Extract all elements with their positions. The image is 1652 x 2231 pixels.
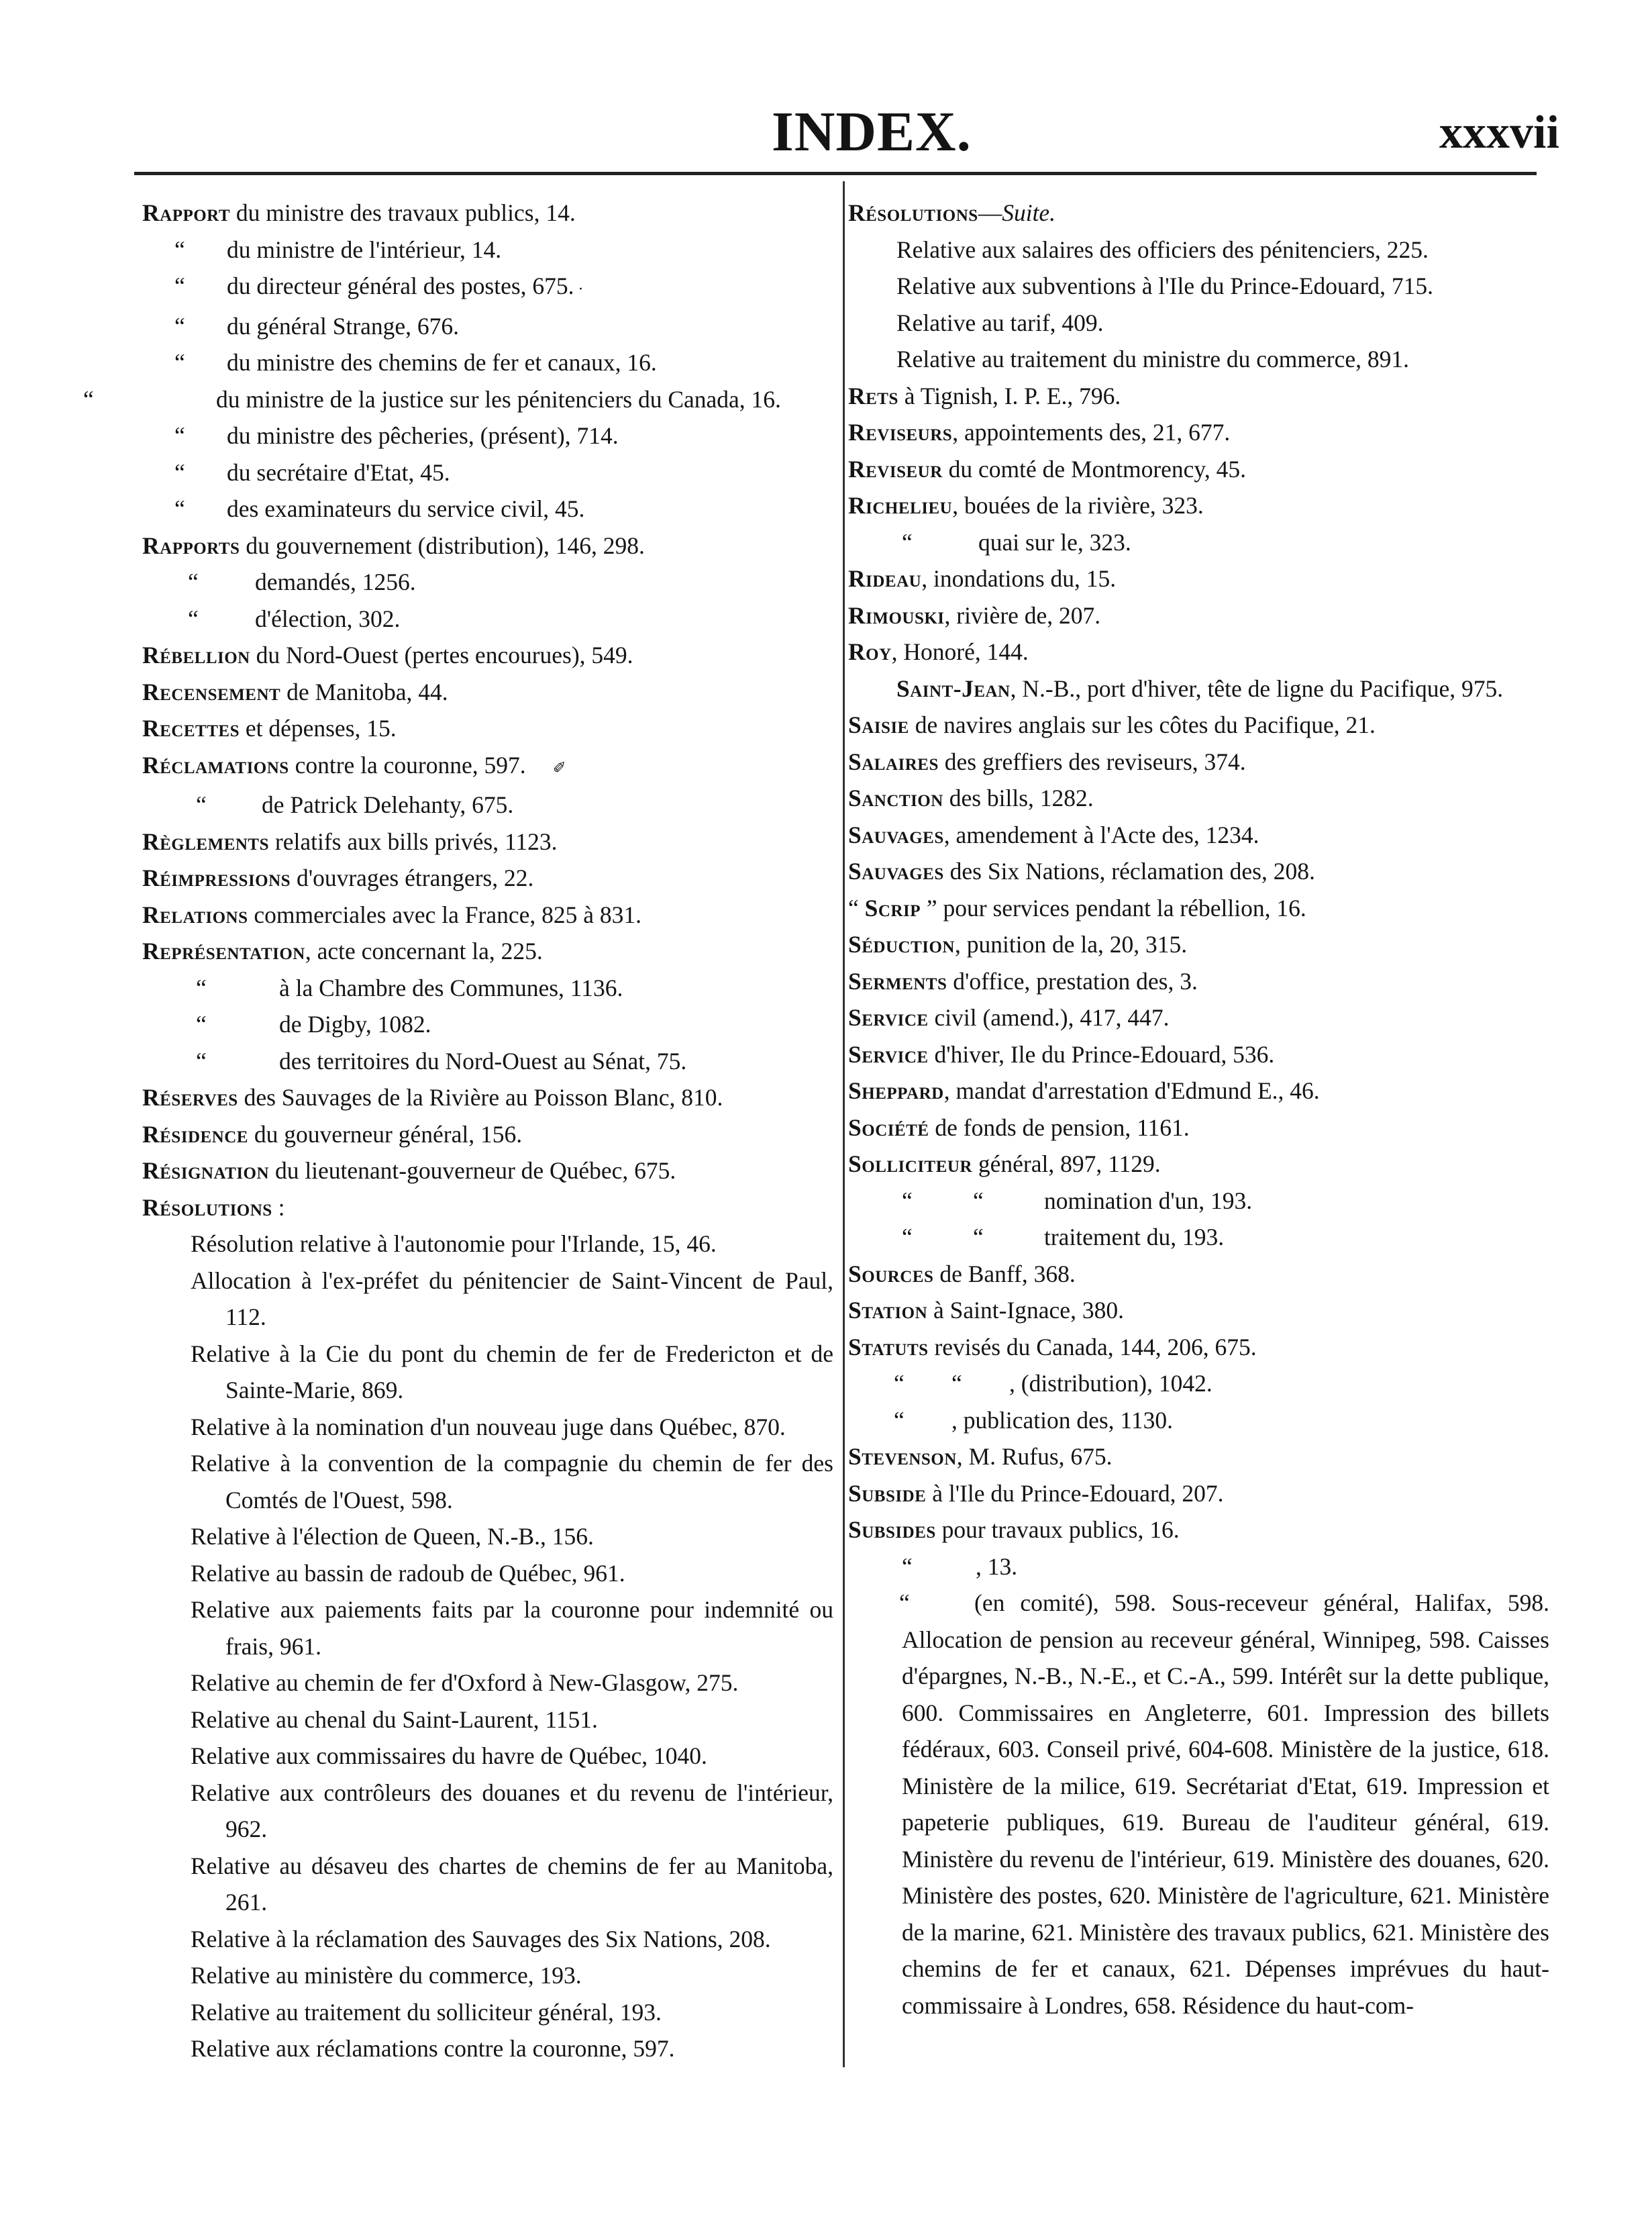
index-entry: Salaires des greffiers des reviseurs, 374. [848,748,1246,775]
index-entry: Rébellion du Nord-Ouest (pertes encourues), 549. [142,642,633,668]
index-entry: Saint-Jean, N.-B., port d'hiver, tête de ligne du Pacifique, 975. [896,675,1504,702]
index-subentry: “ du directeur général des postes, 675. · [174,272,584,299]
resolution-item: Relative à la convention de la compagnie du chemin de fer des Comtés de l'Ouest, 598. [191,1450,833,1514]
resolution-item: Relative à la réclamation des Sauvages des Six Nations, 208. [191,1925,771,1952]
resolution-item: Relative au chemin de fer d'Oxford à New-Glasgow, 275. [191,1669,739,1696]
index-subentry: “ des examinateurs du service civil, 45. [174,495,585,522]
index-entry: Reviseurs, appointements des, 21, 677. [848,419,1231,446]
resolution-item: Relative à la Cie du pont du chemin de fer de Fredericton et de Sainte-Marie, 869. [191,1340,833,1403]
index-entry: Recensement de Manitoba, 44. [142,678,448,705]
index-entry: Sauvages des Six Nations, réclamation des, 208. [848,858,1315,885]
index-entry: Reviseur du comté de Montmorency, 45. [848,455,1246,483]
resolution-item: Relative au désaveu des chartes de chemins de fer au Manitoba, 261. [191,1852,833,1916]
resolution-item: Résolution relative à l'autonomie pour l'Irlande, 15, 46. [191,1230,717,1257]
index-entry: Subside à l'Ile du Prince-Edouard, 207. [848,1479,1224,1507]
resolution-item: Relative au ministère du commerce, 193. [191,1962,582,1989]
index-entry: Résolutions : [142,1193,285,1221]
index-subentry: “ “ nomination d'un, 193. [902,1187,1253,1214]
index-subentry: “ à la Chambre des Communes, 1136. [196,974,623,1001]
left-column [83,195,833,2067]
index-entry: Sheppard, mandat d'arrestation d'Edmund E., 46. [848,1077,1320,1104]
index-subentry: “ (en comité), 598. Sous-receveur général, Halifax, 598. Allocation de pension au receveur général, Winnipeg, 598. Caisses d'épargnes, N.-B., N.-E., et C.-A., 599. Intérêt sur la dette publique, 600. Commissaires en Angleterre, 601. Impression des billets fédéraux, 603. Conseil privé, 604-608. Ministère de la justice, 618. Ministère de la milice, 619. Secrétariat d'Etat, 619. Impression et papeterie publiques, 619. Bureau de l'auditeur général, 619. Ministère du revenu de l'intérieur, 619. Ministère des douanes, 620. Ministère des postes, 620. Ministère de l'agriculture, 621. Ministère de la marine, 621. Ministère des travaux publics, 621. Ministère des chemins de fer et canaux, 621. Dépenses imprévues du haut-commissaire à Londres, 658. Résidence du haut-com- [899,1589,1549,2019]
index-entry: Société de fonds de pension, 1161. [848,1113,1190,1141]
resolution-item: Relative aux salaires des officiers des pénitenciers, 225. [896,236,1429,263]
index-entry: Rideau, inondations du, 15. [848,565,1117,592]
index-subentry: “ quai sur le, 323. [902,528,1131,556]
index-entry: Service d'hiver, Ile du Prince-Edouard, 536. [848,1040,1275,1068]
resolution-item: Relative au tarif, 409. [896,309,1104,336]
index-entry: Solliciteur général, 897, 1129. [848,1150,1161,1177]
resolution-item: Relative au traitement du solliciteur général, 193. [191,1998,662,2026]
index-subentry: “ “ traitement du, 193. [902,1224,1225,1250]
index-entry: Résidence du gouverneur général, 156. [142,1120,523,1148]
index-entry: Réimpressions d'ouvrages étrangers, 22. [142,864,534,891]
resolution-item: Allocation à l'ex-préfet du pénitencier de Saint-Vincent de Paul, 112. [191,1267,833,1330]
index-entry: Rimouski, rivière de, 207. [848,601,1101,629]
index-entry: Sanction des bills, 1282. [848,785,1094,811]
index-subentry: “ “ , (distribution), 1042. [894,1370,1212,1397]
index-subentry: “ , 13. [902,1552,1018,1580]
index-entry: Séduction, punition de la, 20, 315. [848,931,1188,958]
index-subentry: “ des territoires du Nord-Ouest au Sénat, 75. [196,1047,687,1075]
resolution-item: Relative à l'élection de Queen, N.-B., 156. [191,1523,594,1550]
resolution-item: Relative au traitement du ministre du commerce, 891. [896,346,1409,373]
resolution-item: Relative aux paiements faits par la couronne pour indemnité ou frais, 961. [191,1596,833,1660]
right-column [848,195,1549,2024]
resolution-item: Relative à la nomination d'un nouveau juge dans Québec, 870. [191,1413,786,1440]
index-subentry: “ d'élection, 302. [188,605,401,632]
resolution-item: Relative aux subventions à l'Ile du Prince-Edouard, 715. [896,272,1434,299]
index-entry: Service civil (amend.), 417, 447. [848,1004,1170,1031]
index-entry: Résignation du lieutenant-gouverneur de Québec, 675. [142,1157,676,1184]
resolution-item: Relative au chenal du Saint-Laurent, 1151. [191,1705,598,1733]
resolution-item: Relative aux contrôleurs des douanes et du revenu de l'intérieur, 962. [191,1779,833,1842]
index-entry: Roy, Honoré, 144. [848,638,1029,665]
index-entry: Saisie de navires anglais sur les côtes du Pacifique, 21. [848,711,1376,738]
index-subentry: “ du ministre de la justice sur les pénitenciers du Canada, 16. [83,385,781,413]
index-subentry: “ , publication des, 1130. [894,1406,1173,1434]
index-entry: Relations commerciales avec la France, 825 à 831. [142,901,641,928]
index-entry: Réclamations contre la couronne, 597. ✐ [142,751,566,779]
index-entry: Réserves des Sauvages de la Rivière au Poisson Blanc, 810. [142,1084,723,1111]
index-entry: Serments d'office, prestation des, 3. [848,967,1198,995]
index-subentry: “ du ministre des chemins de fer et canaux, 16. [174,349,657,376]
resolution-item: Relative au bassin de radoub de Québec, 961. [191,1559,625,1587]
index-subentry: “ du ministre des pêcheries, (présent), 714. [174,422,619,449]
index-entry: Stevenson, M. Rufus, 675. [848,1443,1113,1470]
index-subentry: “ de Digby, 1082. [196,1011,431,1038]
index-entry: Sauvages, amendement à l'Acte des, 1234. [848,821,1259,848]
index-entry: Rapports du gouvernement (distribution), 146, 298. [142,532,645,559]
index-subentry: “ du secrétaire d'Etat, 45. [174,458,450,486]
index-entry: Recettes et dépenses, 15. [142,715,397,742]
index-entry: Représentation, acte concernant la, 225. [142,938,543,964]
index-subentry: “ du général Strange, 676. [174,312,460,340]
index-entry: Station à Saint-Ignace, 380. [848,1297,1124,1324]
index-entry: “ Scrip ” pour services pendant la rébellion, 16. [848,894,1306,922]
index-entry: Règlements relatifs aux bills privés, 1123. [142,828,558,855]
column-divider [843,181,845,2067]
index-subentry: “ demandés, 1256. [188,568,416,595]
index-entry: Rapport du ministre des travaux publics, 14. [142,199,576,226]
resolution-item: Relative aux commissaires du havre de Québec, 1040. [191,1742,707,1769]
index-subentry: “ du ministre de l'intérieur, 14. [174,236,502,263]
header-rule [134,172,1537,175]
page-title: INDEX. [772,101,972,163]
index-entry: Subsides pour travaux publics, 16. [848,1516,1180,1543]
page-number: xxxvii [1439,107,1559,158]
index-entry: Sources de Banff, 368. [848,1260,1076,1287]
index-entry: Rets à Tignish, I. P. E., 796. [848,382,1121,409]
resolution-item: Relative aux réclamations contre la couronne, 597. [191,2035,675,2062]
index-entry: Richelieu, bouées de la rivière, 323. [848,492,1204,519]
index-entry: Résolutions—Suite. [848,199,1056,226]
index-subentry: “ de Patrick Delehanty, 675. [196,791,514,818]
index-entry: Statuts revisés du Canada, 144, 206, 675. [848,1333,1257,1360]
